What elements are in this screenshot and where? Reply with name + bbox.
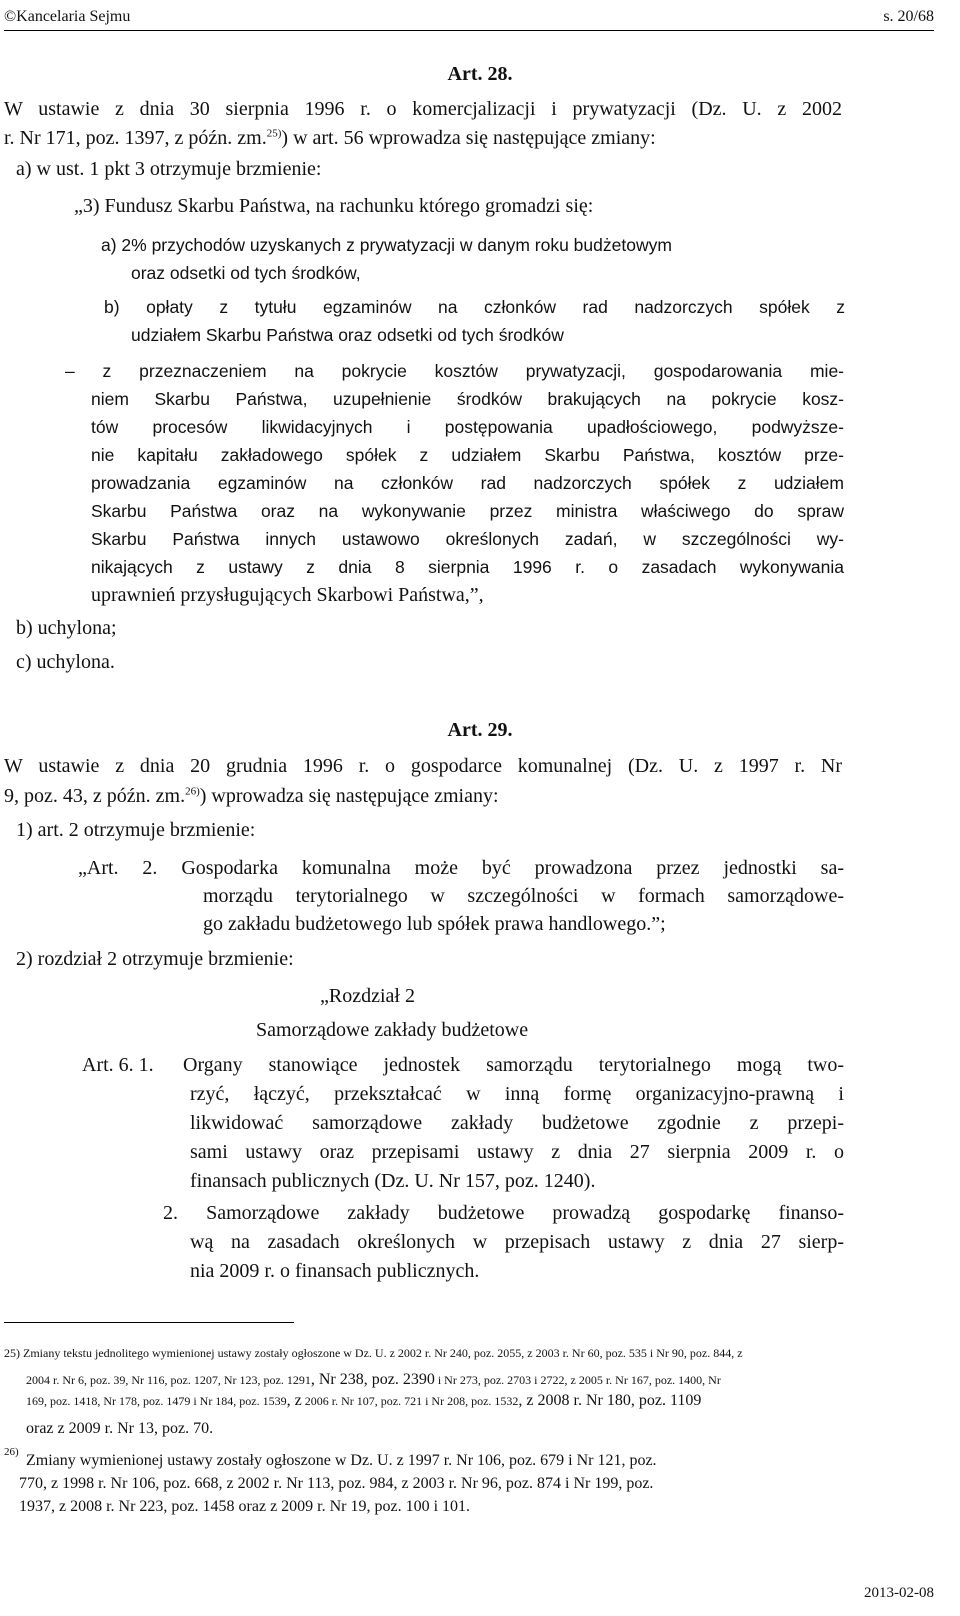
art28-dash-5: Skarbu Państwa oraz na wykonywanie przez ministra właściwego do spraw xyxy=(91,501,844,521)
art6-2-line-1: wą na zasadach określonych w przepisach ustawy z dnia 27 sierp- xyxy=(190,1231,844,1253)
art6-line-3: sami ustawy oraz przepisami ustawy z dnia 27 sierpnia 2009 r. o xyxy=(190,1141,844,1163)
art28-quote-b2: udziałem Skarbu Państwa oraz odsetki od tych środków xyxy=(131,325,564,345)
art2-line-1: morządu terytorialnego w szczególności w formach samorządowe- xyxy=(203,885,844,907)
art28-quote-3: „3) Fundusz Skarbu Państwa, na rachunku którego gromadzi się: xyxy=(74,195,594,217)
art29-point-2: 2) rozdział 2 otrzymuje brzmienie: xyxy=(16,948,294,970)
art28-point-b: b) uchylona; xyxy=(16,617,117,639)
art29-line2: 9, poz. 43, z późn. zm.$^{26)}$) wprowadza się następujące zmiany: xyxy=(4,785,499,807)
art28-line1: W ustawie z dnia 30 sierpnia 1996 r. o komercjalizacji i prywatyzacji (Dz. U. z 2002 xyxy=(4,98,842,120)
footnote-25-line2: 2004 r. Nr 6, poz. 39, Nr 116, poz. 1207, Nr 123, poz. 1291, Nr 238, poz. 2390 i Nr 273, poz. 2703 i 2722, z 2005 r. Nr 167, poz. 1400, Nr xyxy=(26,1371,721,1388)
art28-quote-a2: oraz odsetki od tych środków, xyxy=(131,263,361,283)
art6-line-2: likwidować samorządowe zakłady budżetowe zgodnie z przepi- xyxy=(190,1112,844,1134)
page-header xyxy=(4,6,934,31)
art28-dash-7: nikających z ustawy z dnia 8 sierpnia 1996 r. o zasadach wykonywania xyxy=(91,557,844,577)
footnote-26-line1: Zmiany wymienionej ustawy zostały ogłoszone w Dz. U. z 1997 r. Nr 106, poz. 679 i Nr 121, poz. xyxy=(26,1452,657,1469)
footnote-26-number: 26) xyxy=(4,1446,19,1458)
art29-heading: Art. 29. xyxy=(447,719,513,741)
art28-line2: r. Nr 171, poz. 1397, z późn. zm.$^{25)}$) w art. 56 wprowadza się następujące zmiany: xyxy=(4,127,656,149)
header-source: ©Kancelaria Sejmu xyxy=(4,8,131,25)
art6-line-4: finansach publicznych (Dz. U. Nr 157, poz. 1240). xyxy=(190,1170,596,1192)
footnote-25-line1: 25) Zmiany tekstu jednolitego wymienionej ustawy zostały ogłoszone w Dz. U. z 2002 r. Nr 240, poz. 2055, z 2003 r. Nr 60, poz. 535 i Nr 90, poz. 844, z xyxy=(4,1346,743,1360)
footnote-25-line3: 169, poz. 1418, Nr 178, poz. 1479 i Nr 184, poz. 1539, z 2006 r. Nr 107, poz. 721 i Nr 208, poz. 1532, z 2008 r. Nr 180, poz. 1109 xyxy=(26,1392,702,1409)
art28-quote-b1: b) opłaty z tytułu egzaminów na członków rad nadzorczych spółek z xyxy=(104,297,845,317)
art2-line-2: go zakładu budżetowego lub spółek prawa handlowego.”; xyxy=(203,913,666,935)
footnote-26-line2: 770, z 1998 r. Nr 106, poz. 668, z 2002 r. Nr 113, poz. 984, z 2003 r. Nr 96, poz. 874 i Nr 199, poz. xyxy=(19,1475,654,1492)
art29-point-1: 1) art. 2 otrzymuje brzmienie: xyxy=(16,819,256,841)
art28-point-a: a) w ust. 1 pkt 3 otrzymuje brzmienie: xyxy=(16,158,322,180)
art28-dash-6: Skarbu Państwa innych ustawowo określonych zadań, w szczególności wy- xyxy=(91,529,844,549)
footnote-26-line3: 1937, z 2008 r. Nr 223, poz. 1458 oraz z 2009 r. Nr 19, poz. 100 i 101. xyxy=(19,1498,471,1515)
art6-label: Art. 6. 1. xyxy=(82,1054,154,1076)
art28-point-c: c) uchylona. xyxy=(16,651,115,673)
footnote-25-line4: oraz z 2009 r. Nr 13, poz. 70. xyxy=(26,1420,214,1437)
art28-dash-4: prowadzania egzaminów na członków rad nadzorczych spółek z udziałem xyxy=(91,473,844,493)
page-number: s. 20/68 xyxy=(883,8,934,25)
art2-line-0: „Art. 2. Gospodarka komunalna może być prowadzona przez jednostki sa- xyxy=(78,857,844,879)
art6-line-0: Organy stanowiące jednostek samorządu terytorialnego mogą two- xyxy=(183,1054,844,1076)
art28-dash-3: nie kapitału zakładowego spółek z udziałem Skarbu Państwa, kosztów prze- xyxy=(91,445,844,465)
chapter-title: Samorządowe zakłady budżetowe xyxy=(256,1019,529,1041)
art28-dash-0: – z przeznaczeniem na pokrycie kosztów prywatyzacji, gospodarowania mie- xyxy=(65,361,844,381)
art6-2-line-2: nia 2009 r. o finansach publicznych. xyxy=(190,1260,480,1282)
art6-2-line-0: 2. Samorządowe zakłady budżetowe prowadzą gospodarkę finanso- xyxy=(163,1202,844,1224)
art6-line-1: rzyć, łączyć, przekształcać w inną formę organizacyjno-prawną i xyxy=(190,1083,844,1105)
art28-quote-a1: a) 2% przychodów uzyskanych z prywatyzacji w danym roku budżetowym xyxy=(101,235,672,255)
art28-dash-1: niem Skarbu Państwa, uzupełnienie środków brakujących na pokrycie kosz- xyxy=(91,389,844,409)
document-date: 2013-02-08 xyxy=(864,1585,934,1601)
footnote-rule xyxy=(4,1322,294,1323)
art28-dash-2: tów procesów likwidacyjnych i postępowania upadłościowego, podwyższe- xyxy=(91,417,844,437)
art29-line1: W ustawie z dnia 20 grudnia 1996 r. o gospodarce komunalnej (Dz. U. z 1997 r. Nr xyxy=(4,755,842,777)
chapter-number: „Rozdział 2 xyxy=(320,985,415,1007)
art28-dash-8: uprawnień przysługujących Skarbowi Państwa,”, xyxy=(91,584,484,606)
art28-heading: Art. 28. xyxy=(447,63,513,85)
